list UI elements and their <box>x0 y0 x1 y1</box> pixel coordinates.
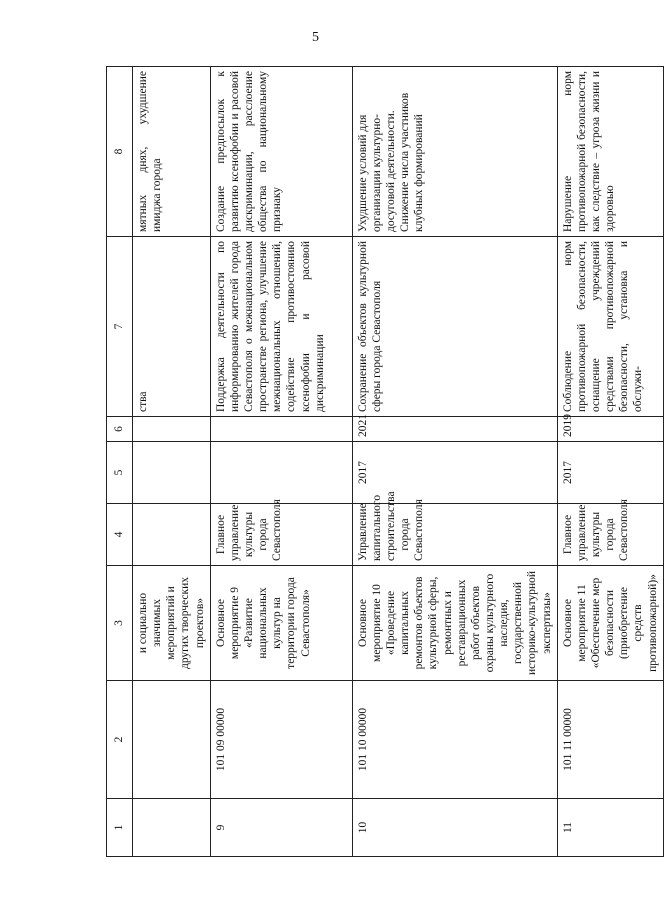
header-cell: 6 <box>107 417 133 442</box>
table-row <box>133 67 211 857</box>
header-cell: 2 <box>107 681 133 799</box>
row-result: Поддержка деятельности по информированию жителей города Севастополя о межнациональном пространстве региона, улучшение межнациональных отношений, содействие противостоянию ксенофобии и расовой дискриминации <box>210 237 352 417</box>
row-code: 101 10 00000 <box>352 681 557 799</box>
row-code: 101 11 00000 <box>557 681 663 799</box>
row-start-year <box>210 442 352 504</box>
row-event: Основное мероприятие 11 «Обеспечение мер безопасности (приобретение средств противопожарной)» <box>557 566 663 681</box>
row-start-year <box>133 442 211 504</box>
row-executor: Главное управление культуры города Севастополя <box>210 504 352 566</box>
row-executor: Главное управление культуры города Севастополя <box>557 504 663 566</box>
row-code <box>133 681 211 799</box>
row-end-year: 2021 <box>352 417 557 442</box>
row-result: Соблюдение норм противопожарной безопасности, оснащение учреждений средствами противопожарной безопасности, установка и обслужи- <box>557 237 663 417</box>
row-code: 101 09 00000 <box>210 681 352 799</box>
table-row <box>352 67 557 857</box>
row-result: Сохранение объектов культурной сферы города Севастополя <box>352 237 557 417</box>
table-row <box>557 67 663 857</box>
row-number: 10 <box>352 799 557 857</box>
row-end-year: 2019 <box>557 417 663 442</box>
program-events-table <box>106 66 664 857</box>
row-risks: Создание предпосылок к развитию ксенофобии и расовой дискриминации, расслоение общества по национальному признаку <box>210 67 352 237</box>
header-row <box>107 67 133 857</box>
row-end-year <box>133 417 211 442</box>
row-executor: Управление капитального строительства города Севастополя <box>352 504 557 566</box>
header-cell: 5 <box>107 442 133 504</box>
row-result: ства <box>133 237 211 417</box>
row-start-year: 2017 <box>557 442 663 504</box>
row-risks: мятных днях, ухудшение имиджа города <box>133 67 211 237</box>
header-cell: 3 <box>107 566 133 681</box>
page-number: 5 <box>312 30 319 45</box>
row-executor <box>133 504 211 566</box>
header-cell: 4 <box>107 504 133 566</box>
header-cell: 1 <box>107 799 133 857</box>
row-event: Основное мероприятие 9 «Развитие национальных культур на территории города Севастополя» <box>210 566 352 681</box>
row-start-year: 2017 <box>352 442 557 504</box>
row-number: 9 <box>210 799 352 857</box>
row-end-year <box>210 417 352 442</box>
row-number: 11 <box>557 799 663 857</box>
table-row <box>210 67 352 857</box>
row-event: Основное мероприятие 10 «Проведение капитальных ремонтов объектов культурной сферы, ремонтных и реставрационных работ объектов охраны культурного наследия, государственной историко-культурной экспертизы» <box>352 566 557 681</box>
header-cell: 8 <box>107 67 133 237</box>
row-risks: Нарушение норм противопожарной безопасности, как следствие – угроза жизни и здоровью <box>557 67 663 237</box>
row-number <box>133 799 211 857</box>
row-event: и социально значимых мероприятий и других творческих проектов» <box>133 566 211 681</box>
header-cell: 7 <box>107 237 133 417</box>
row-risks: Ухудшение условий для организации культурно-досуговой деятельности. Снижение числа участников клубных формирований <box>352 67 557 237</box>
rotated-table-container <box>106 67 659 857</box>
